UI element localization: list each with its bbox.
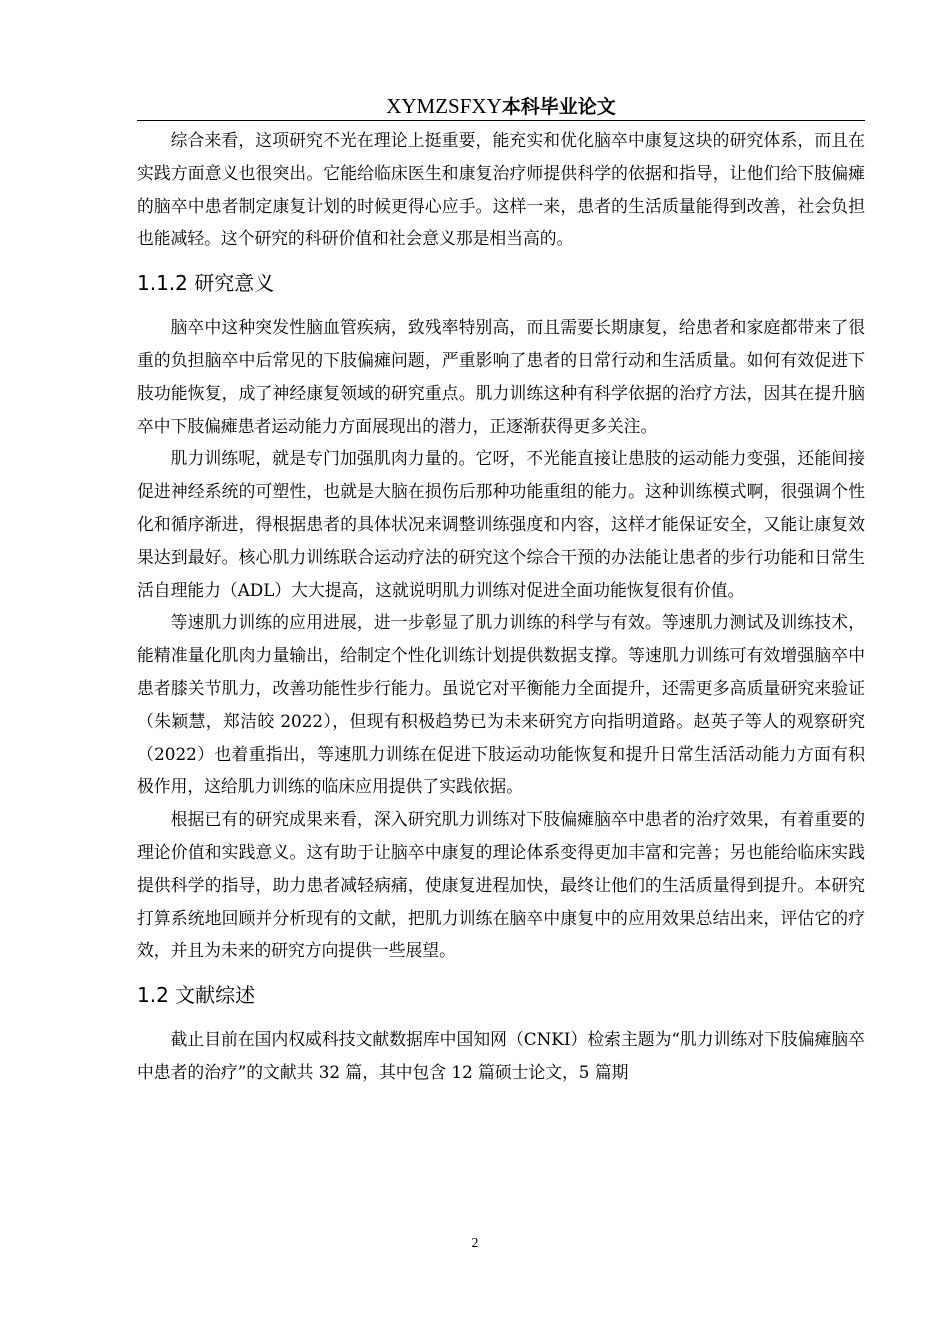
paragraph-literature-review: 截止目前在国内权威科技文献数据库中国知网（CNKI）检索主题为“肌力训练对下肢偏瘫脑卒中患者的治疗”的文献共 32 篇，其中包含 12 篇硕士论文，5 篇期: [137, 1029, 865, 1082]
page-header: [137, 92, 865, 121]
page-body: [137, 124, 865, 1089]
paragraph-conclusion: 综合来看，这项研究不光在理论上挺重要，能充实和优化脑卒中康复这块的研究体系，而且在实践方面意义也很突出。它能给临床医生和康复治疗师提供科学的依据和指导，让他们给下肢偏瘫的脑卒中患者制定康复计划的时候更得心应手。这样一来，患者的生活质量能得到改善，社会负担也能减轻。这个研究的科研价值和社会意义那是相当高的。: [137, 130, 865, 249]
section-heading-1-2: 1.2 文献综述: [137, 983, 256, 1008]
paragraph-significance-4: 根据已有的研究成果来看，深入研究肌力训练对下肢偏瘫脑卒中患者的治疗效果，有着重要的理论价值和实践意义。这有助于让脑卒中康复的理论体系变得更加丰富和完善；另也能给临床实践提供科学的指导，助力患者减轻病痛，使康复进程加快，最终让他们的生活质量得到提升。本研究打算系统地回顾并分析现有的文献，把肌力训练在脑卒中康复中的应用效果总结出来，评估它的疗效，并且为未来的研究方向提供一些展望。: [137, 809, 865, 961]
page-number: 2: [471, 1236, 479, 1251]
paragraph-significance-2: 肌力训练呢，就是专门加强肌肉力量的。它呀，不光能直接让患肢的运动能力变强，还能间接促进神经系统的可塑性，也就是大脑在损伤后那种功能重组的能力。这种训练模式啊，很强调个性化和循序渐进，得根据患者的具体状况来调整训练强度和内容，这样才能保证安全，又能让康复效果达到最好。核心肌力训练联合运动疗法的研究这个综合干预的办法能让患者的步行功能和日常生活自理能力（ADL）大大提高，这就说明肌力训练对促进全面功能恢复很有价值。: [137, 448, 865, 600]
section-heading-1-1-2: 1.1.2 研究意义: [137, 271, 275, 296]
header-code: XYMZSFXY: [386, 94, 502, 118]
paragraph-significance-1: 脑卒中这种突发性脑血管疾病，致残率特别高，而且需要长期康复，给患者和家庭都带来了很重的负担脑卒中后常见的下肢偏瘫问题，严重影响了患者的日常行动和生活质量。如何有效促进下肢功能恢复，成了神经康复领域的研究重点。肌力训练这种有科学依据的治疗方法，因其在提升脑卒中下肢偏瘫患者运动能力方面展现出的潜力，正逐渐获得更多关注。: [137, 317, 865, 436]
paragraph-significance-3: 等速肌力训练的应用进展，进一步彰显了肌力训练的科学与有效。等速肌力测试及训练技术，能精准量化肌肉力量输出，给制定个性化训练计划提供数据支撑。等速肌力训练可有效增强脑卒中患者膝关节肌力，改善功能性步行能力。虽说它对平衡能力全面提升，还需更多高质量研究来验证（朱颖慧，郑洁皎 2022），但现有积极趋势已为未来研究方向指明道路。赵英子等人的观察研究（2022）也着重指出，等速肌力训练在促进下肢运动功能恢复和提升日常生活活动能力方面有积极作用，这给肌力训练的临床应用提供了实践依据。: [137, 612, 865, 797]
header-title: 本科毕业论文: [501, 96, 616, 118]
